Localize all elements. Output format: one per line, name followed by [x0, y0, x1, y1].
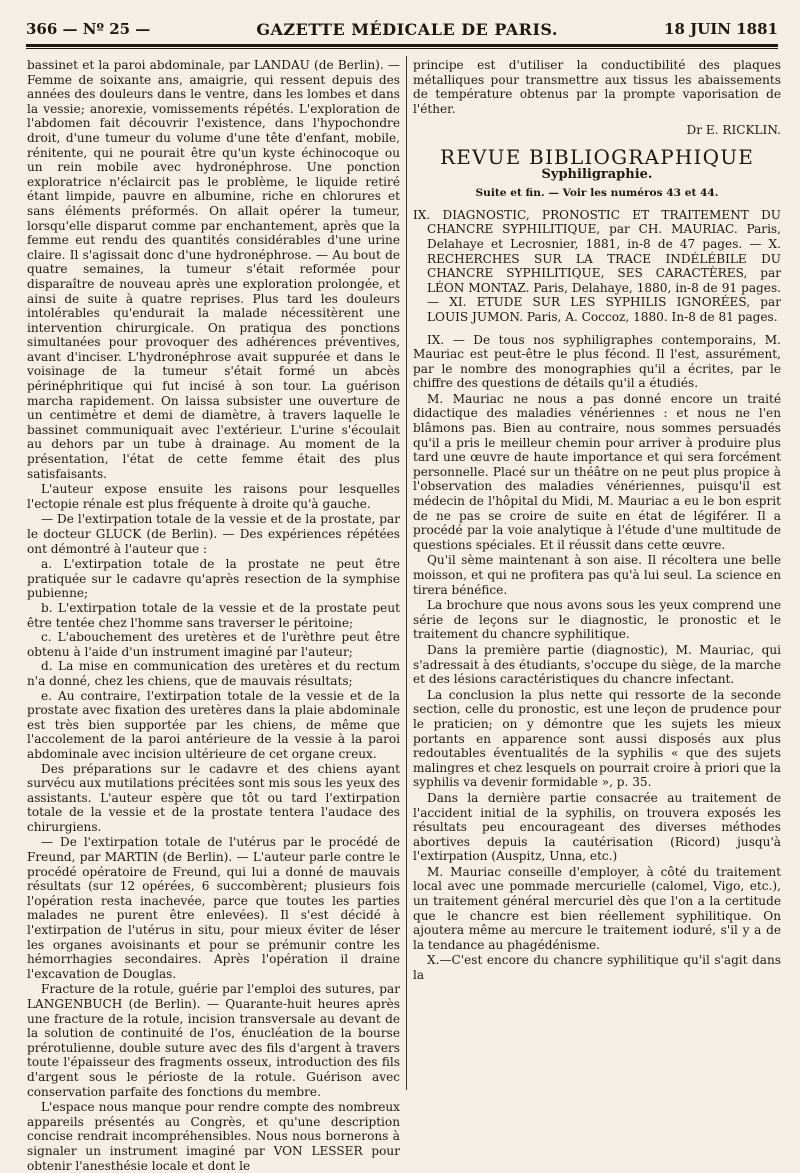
bibliography-entry: IX. DIAGNOSTIC, PRONOSTIC ET TRAITEMENT DU CHANCRE SYPHILITIQUE, par CH. MAURIAC. Paris, Delahaye et Lecrosnier, 1881, in-8 de 47 pages. — X. RECHERCHES SUR LA TRACE INDÉLÉBILE DU CHANCRE SYPHILITIQUE, SES CARACTÈRES, par LÉON MONTAZ. Paris, Delahaye, 1880, in-8 de 91 pages. — XI. ETUDE SUR LES SYPHILIS IGNORÉES, par LOUIS JUMON. Paris, A. Coccoz, 1880. In-8 de 81 pages. — [413, 207, 781, 324]
paragraph: Dans la première partie (diagnostic), M. Mauriac, qui s'adressait à des étudiants, s'occupe du siège, de la marche et des lésions caractéristiques du chancre infectant. — [413, 642, 781, 687]
paragraph: Des préparations sur le cadavre et des chiens ayant survécu aux mutilations précitées sont mis sous les yeux des assistants. L'auteur espère que tôt ou tard l'extirpation totale de la vessie et de la prostate tentera l'audace des chirurgiens. — [27, 761, 400, 834]
paragraph: M. Mauriac ne nous a pas donné encore un traité didactique des maladies vénériennes : et nous ne l'en blâmons pas. Bien au contraire, nous sommes persuadés qu'il a pris le meilleur chemin pour arriver à produire plus tard une œuvre de haute importance et qui sera forcément personnelle. Placé sur un théâtre on ne peut plus propice à l'observation des maladies vénériennes, puisqu'il est médecin de l'hôpital du Midi, M. Mauriac a eu le bon esprit de ne pas se croire de suite en état de légiférer. Il a procédé par la voie analytique à l'étude d'une multitude de questions spéciales. Et il réussit dans cette œuvre. — [413, 391, 781, 552]
paragraph: — De l'extirpation totale de la vessie et de la prostate, par le docteur GLUCK (de Berlin). — Des expériences répétées ont démontré à l'auteur que : — [27, 512, 400, 556]
page-header — [26, 14, 778, 47]
paragraph: Qu'il sème maintenant à son aise. Il récoltera une belle moisson, et qui ne profitera pas qu'à lui seul. La science en tirera bénéfice. — [413, 553, 781, 597]
paragraph: IX. — De tous nos syphiligraphes contemporains, M. Mauriac est peut-être le plus fécond. Il l'est, assurément, par le nombre des monographies qu'il a écrites, par le chiffre des questions de détails qu'il a étudiés. — [413, 332, 781, 391]
paragraph: La brochure que nous avons sous les yeux comprend une série de leçons sur le diagnostic, le pronostic et le traitement du chancre syphilitique. — [413, 598, 781, 642]
paragraph: bassinet et la paroi abdominale, par LANDAU (de Berlin). — Femme de soixante ans, amaigrie, qui ressent depuis des années des douleurs dans le ventre, dans les lombes et dans la vessie; anorexie, vomissements répétés. L'exploration de l'abdomen fait découvrir l'existence, dans l'hypochondre droit, d'une tumeur du volume d'une tête d'enfant, mobile, rénitente, qui ne pourait être qu'un kyste échinocoque ou un rein mobile avec hydronéphrose. Une ponction exploratrice n'éclaircit pas le problème, le liquide retiré étant limpide, pauvre en albumine, riche en chlorures et sans éléments préformés. On allait opérer la tumeur, lorsqu'elle disparut comme par enchantement, après que la femme eut rendu des quantités considérables d'une urine claire. Il s'agissait donc d'une hydronéphrose. — Au bout de quatre semaines, la tumeur s'était reformée pour disparaître de nouveau après une exploration prolongée, et ainsi de suite à quatre reprises. Plus tard les douleurs intolérables qu'endurait la malade nécessitèrent une intervention chirurgicale. On pratiqua des ponctions simultanées pour provoquer des adhérences préventives, avant d'inciser. L'hydronéphrose avait suppurée et dans le voisinage de la tumeur s'était formé un abcès périnéphritique qui fut incisé à son tour. La guérison marcha rapidement. On laissa subsister une ouverture de un centimètre et demi de diamètre, à travers laquelle le bassinet communiquait avec l'extérieur. L'urine s'écoulait au dehors par un tube à drainage. Au moment de la présentation, l'état de cette femme était des plus satisfaisants. — [27, 58, 400, 481]
left-column — [27, 58, 400, 1173]
list-item: e. Au contraire, l'extirpation totale de la vessie et de la prostate avec fixation des uretères dans la plaie abdominale est très bien supportée par les chiens, de même que l'accolement de la paroi antérieure de la vessie à la paroi abdominale avec incision ultérieure de cet organe creux. — [27, 688, 400, 761]
paragraph: L'espace nous manque pour rendre compte des nombreux appareils présentés au Congrès, et qu'une description concise rendrait incompréhensibles. Nous nous bornerons à signaler un instrument imaginé par VON LESSER pour obtenir l'anesthésie locale et dont le — [27, 1100, 400, 1173]
section-subtitle: Syphiligraphie. — [541, 166, 653, 182]
header-rule — [26, 48, 778, 49]
right-column — [413, 58, 781, 1088]
column-divider — [406, 56, 407, 1090]
list-item: b. L'extirpation totale de la vessie et de la prostate peut être tentée chez l'homme sans traverser le péritoine; — [27, 600, 400, 630]
paragraph: — De l'extirpation totale de l'utérus par le procédé de Freund, par MARTIN (de Berlin). — L'auteur parle contre le procédé opératoire de Freund, qui lui a donné de mauvais résultats (sur 12 opérées, 6 succombèrent; plusieurs fois l'opération resta inachevée, parce que toutes les parties malades ne purent être enlevées). Il s'est décidé à l'extirpation de l'utérus in situ, pour mieux éviter de léser les organes avoisinants et pour se prémunir contre les hémorrhagies secondaires. Après l'opération il draine l'excavation de Douglas. — [27, 835, 400, 981]
author-signature: Dr E. RICKLIN. — [686, 123, 781, 138]
paragraph: principe est d'utiliser la conductibilité des plaques métalliques pour transmettre aux tissus les abaissements de température obtenus par la prompte vaporisation de l'éther. — [413, 58, 781, 116]
paragraph: L'auteur expose ensuite les raisons pour lesquelles l'ectopie rénale est plus fréquente à droite qu'à gauche. — [27, 482, 400, 511]
paragraph: La conclusion la plus nette qui ressorte de la seconde section, celle du pronostic, est une leçon de prudence pour le praticien; on y démontre que les sujets les mieux portants en apparence sont aussi disposés aux plus redoutables éventualités de la syphilis « que des sujets malingres et chez lesquels on pourrait croire à priori que la syphilis va devenir formidable », p. 35. — [413, 687, 781, 790]
page-number: 366 — Nº 25 — — [26, 20, 151, 38]
paragraph: X.—C'est encore du chancre syphilitique qu'il s'agit dans la — [413, 953, 781, 983]
section-note: Suite et fin. — Voir les numéros 43 et 44. — [475, 187, 719, 200]
list-item: d. La mise en communication des uretères et du rectum n'a donné, chez les chiens, que de mauvais résultats; — [27, 659, 400, 688]
issue-date: 18 JUIN 1881 — [664, 20, 778, 38]
paragraph: M. Mauriac conseille d'employer, à côté du traitement local avec une pommade mercurielle (calomel, Vigo, etc.), un traitement général mercuriel dès que l'on a la certitude que le chancre est bien réellement syphilitique. On ajoutera même au mercure le traitement ioduré, s'il y a de la tendance au phagédénisme. — [413, 864, 781, 952]
section-title: REVUE BIBLIOGRAPHIQUE — [439, 144, 755, 169]
journal-title: GAZETTE MÉDICALE DE PARIS. — [256, 19, 558, 39]
paragraph: Dans la dernière partie consacrée au traitement de l'accident initial de la syphilis, on trouvera exposés les résultats peu encourageant des diverses méthodes abortives depuis la cautérisation (Ricord) jusqu'à l'extirpation (Auspitz, Unna, etc.) — [413, 790, 781, 864]
list-item: a. L'extirpation totale de la prostate ne peut être pratiquée sur le cadavre qu'après resection de la symphise pubienne; — [27, 557, 400, 601]
paragraph: Fracture de la rotule, guérie par l'emploi des sutures, par LANGENBUCH (de Berlin). — Quarante-huit heures après une fracture de la rotule, incision transversale au devant de la solution de continuité de l'os, énucléation de la bourse prérotulienne, double suture avec des fils d'argent à travers toute l'épaisseur des fragments osseux, introduction des fils d'argent sous le périoste de la rotule. Guérison avec conservation parfaite des fonctions du membre. — [27, 982, 400, 1099]
list-item: c. L'abouchement des uretères et de l'urèthre peut être obtenu à l'aide d'un instrument imaginé par l'auteur; — [27, 630, 400, 659]
